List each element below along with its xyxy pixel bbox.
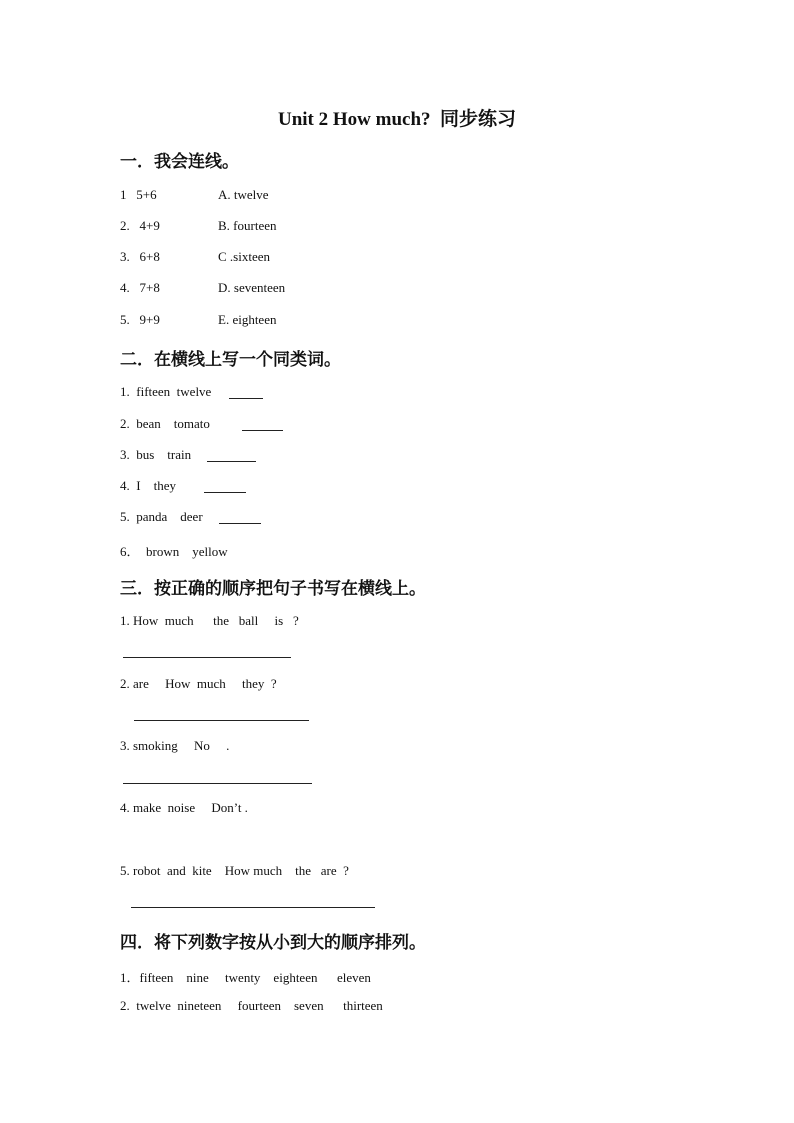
word-item-4: 4. I they xyxy=(120,478,176,493)
word-item-2: 2. bean tomato xyxy=(120,416,210,431)
match-left-3: 3. 6+8 xyxy=(120,249,160,264)
sentence-item-4: 4. make noise Don’t . xyxy=(120,800,248,815)
word-item-1: 1. fifteen twelve xyxy=(120,384,212,399)
sentence-blank-5[interactable] xyxy=(131,907,375,908)
match-right-a: A. twelve xyxy=(218,187,269,202)
order-item-1: 1．fifteen nine twenty eighteen eleven xyxy=(120,970,371,985)
word-item-5: 5. panda deer xyxy=(120,509,203,524)
word-item-6: 6． brown yellow xyxy=(120,544,228,559)
sentence-blank-2[interactable] xyxy=(134,720,309,721)
answer-blank-3[interactable] xyxy=(207,461,256,462)
match-left-2: 2. 4+9 xyxy=(120,218,160,233)
answer-blank-2[interactable] xyxy=(242,430,283,431)
order-item-2: 2. twelve nineteen fourteen seven thirteen xyxy=(120,998,383,1013)
match-right-b: B. fourteen xyxy=(218,218,277,233)
match-right-e: E. eighteen xyxy=(218,312,277,327)
answer-blank-5[interactable] xyxy=(219,523,261,524)
section-3-heading: 三．按正确的顺序把句子书写在横线上。 xyxy=(120,579,426,599)
page-title: Unit 2 How much? 同步练习 xyxy=(277,109,517,130)
match-left-1: 1 5+6 xyxy=(120,187,157,202)
sentence-item-1: 1. How much the ball is ? xyxy=(120,613,299,628)
match-right-c: C .sixteen xyxy=(218,249,270,264)
answer-blank-4[interactable] xyxy=(204,492,246,493)
match-left-4: 4. 7+8 xyxy=(120,280,160,295)
sentence-item-5: 5. robot and kite How much the are ? xyxy=(120,863,349,878)
sentence-item-3: 3. smoking No . xyxy=(120,738,230,753)
section-1-heading: 一．我会连线。 xyxy=(120,152,239,172)
sentence-item-2: 2. are How much they ? xyxy=(120,676,277,691)
section-4-heading: 四．将下列数字按从小到大的顺序排列。 xyxy=(120,933,426,953)
sentence-blank-1[interactable] xyxy=(123,657,291,658)
match-left-5: 5. 9+9 xyxy=(120,312,160,327)
word-item-3: 3. bus train xyxy=(120,447,192,462)
sentence-blank-3[interactable] xyxy=(123,783,312,784)
match-right-d: D. seventeen xyxy=(218,280,286,295)
answer-blank-1[interactable] xyxy=(229,398,263,399)
section-2-heading: 二．在横线上写一个同类词。 xyxy=(120,350,341,370)
